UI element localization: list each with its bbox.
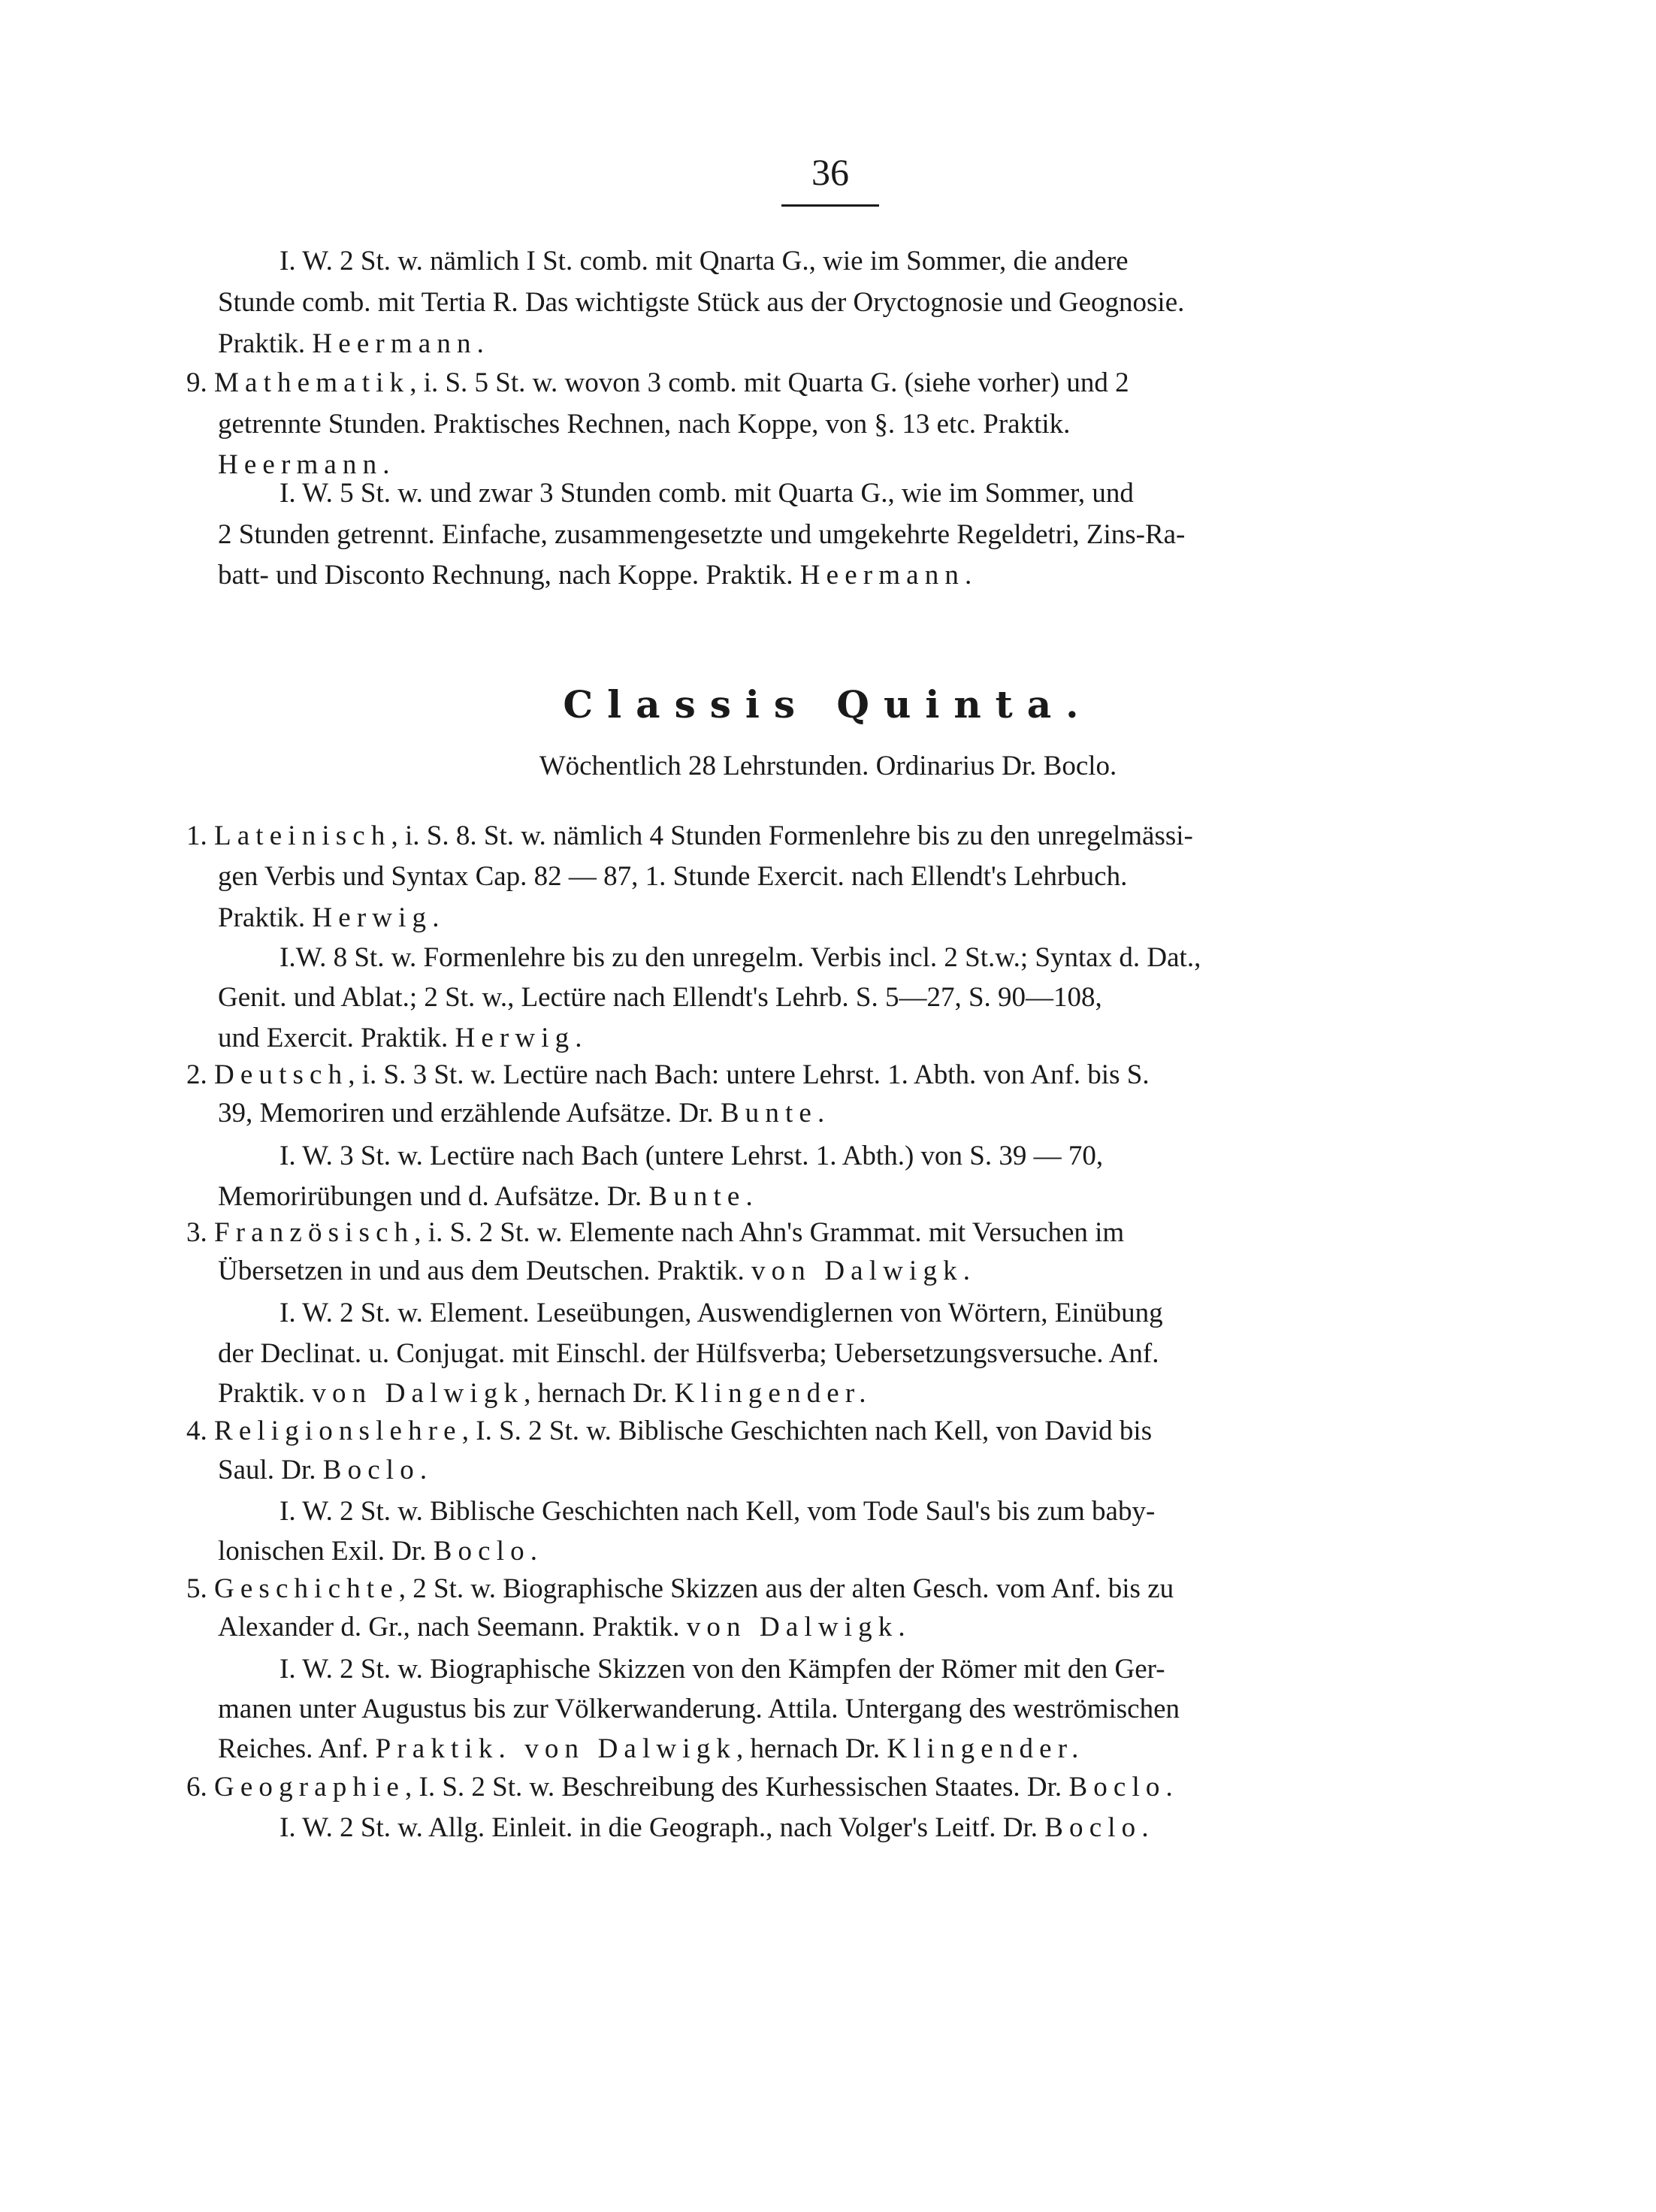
text-line: batt- und Disconto Rechnung, nach Koppe. Praktik. Heermann. [218, 560, 978, 591]
text-line: Praktik. von Dalwigk, hernach Dr. Klingender. [218, 1378, 872, 1409]
section-subtitle: Wöchentlich 28 Lehrstunden. Ordinarius Dr. Boclo. [539, 751, 1117, 781]
text-line: 6. Geographie, I. S. 2 St. w. Beschreibung des Kurhessischen Staates. Dr. Boclo. [186, 1772, 1179, 1803]
text-line: Heermann. [218, 449, 396, 480]
text-line: 9. Mathematik, i. S. 5 St. w. wovon 3 comb. mit Quarta G. (siehe vorher) und 2 [186, 367, 1129, 398]
text-line: I.W. 8 St. w. Formenlehre bis zu den unregelm. Verbis incl. 2 St.w.; Syntax d. Dat., [280, 942, 1201, 973]
text-line: getrennte Stunden. Praktisches Rechnen, nach Koppe, von §. 13 etc. Praktik. [218, 409, 1071, 440]
text-line: 2. Deutsch, i. S. 3 St. w. Lectüre nach Bach: untere Lehrst. 1. Abth. von Anf. bis S. [186, 1059, 1150, 1090]
text-line: und Exercit. Praktik. Herwig. [218, 1023, 588, 1053]
text-line: I. W. 3 St. w. Lectüre nach Bach (untere Lehrst. 1. Abth.) von S. 39 — 70, [280, 1141, 1104, 1171]
text-line: Memorirübungen und d. Aufsätze. Dr. Bunte. [218, 1181, 759, 1212]
text-line: 4. Religionslehre, I. S. 2 St. w. Biblische Geschichten nach Kell, von David bis [186, 1416, 1153, 1446]
text-line: 39, Memoriren und erzählende Aufsätze. Dr. Bunte. [218, 1098, 831, 1129]
text-line: der Declinat. u. Conjugat. mit Einschl. der Hülfsverba; Uebersetzungsversuche. Anf. [218, 1338, 1159, 1369]
text-line: I. W. 2 St. w. Allg. Einleit. in die Geograph., nach Volger's Leitf. Dr. Boclo. [280, 1812, 1155, 1843]
section-title: Classis Quinta. [563, 682, 1093, 727]
text-line: I. W. 2 St. w. Biographische Skizzen von den Kämpfen der Römer mit den Ger- [280, 1654, 1165, 1685]
text-line: Genit. und Ablat.; 2 St. w., Lectüre nach Ellendt's Lehrb. S. 5—27, S. 90—108, [218, 982, 1102, 1013]
text-line: lonischen Exil. Dr. Boclo. [218, 1536, 544, 1567]
text-line: Stunde comb. mit Tertia R. Das wichtigste Stück aus der Oryctognosie und Geognosie. [218, 287, 1185, 318]
text-line: I. W. 2 St. w. Element. Leseübungen, Auswendiglernen von Wörtern, Einübung [280, 1298, 1163, 1328]
text-line: Saul. Dr. Boclo. [218, 1455, 434, 1485]
text-line: Praktik. Heermann. [218, 328, 490, 359]
text-line: manen unter Augustus bis zur Völkerwanderung. Attila. Untergang des weströmischen [218, 1694, 1180, 1724]
text-line: Reiches. Anf. Praktik. von Dalwigk, hernach Dr. Klingender. [218, 1733, 1085, 1764]
page-number: 36 [811, 151, 849, 193]
text-line: 2 Stunden getrennt. Einfache, zusammengesetzte und umgekehrte Regeldetri, Zins-Ra- [218, 519, 1186, 550]
text-line: Praktik. Herwig. [218, 902, 446, 933]
text-line: Übersetzen in und aus dem Deutschen. Praktik. von Dalwigk. [218, 1256, 977, 1286]
page-number-rule [781, 204, 879, 207]
text-line: I. W. 2 St. w. Biblische Geschichten nach Kell, vom Tode Saul's bis zum baby- [280, 1496, 1156, 1527]
text-line: Alexander d. Gr., nach Seemann. Praktik. von Dalwigk. [218, 1612, 911, 1642]
text-line: 5. Geschichte, 2 St. w. Biographische Skizzen aus der alten Gesch. vom Anf. bis zu [186, 1573, 1174, 1604]
text-line: I. W. 5 St. w. und zwar 3 Stunden comb. mit Quarta G., wie im Sommer, und [280, 478, 1134, 509]
text-line: 3. Französisch, i. S. 2 St. w. Elemente nach Ahn's Grammat. mit Versuchen im [186, 1217, 1125, 1248]
text-line: gen Verbis und Syntax Cap. 82 — 87, 1. Stunde Exercit. nach Ellendt's Lehrbuch. [218, 861, 1128, 892]
text-line: I. W. 2 St. w. nämlich I St. comb. mit Qnarta G., wie im Sommer, die andere [280, 246, 1129, 276]
text-line: 1. Lateinisch, i. S. 8. St. w. nämlich 4 Stunden Formenlehre bis zu den unregelmässi- [186, 820, 1193, 851]
